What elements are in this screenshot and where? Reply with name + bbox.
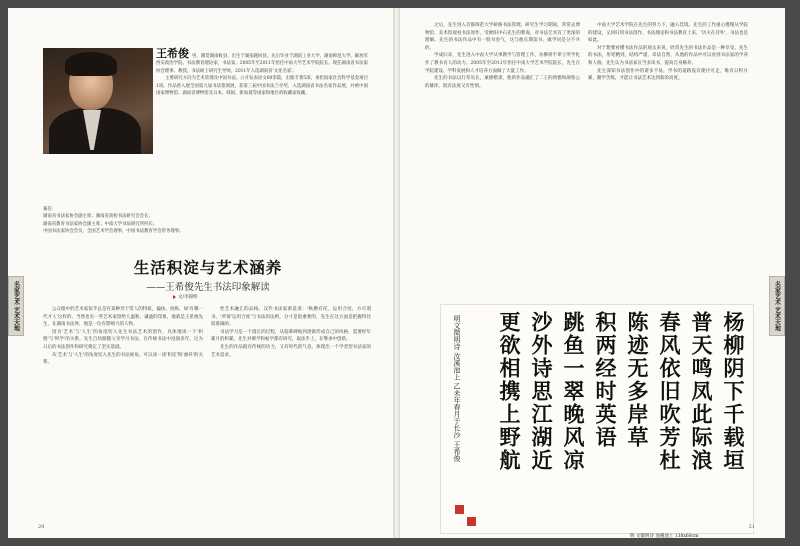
side-tab-label: 名家艺术 艺术天地 <box>773 280 781 332</box>
red-seal-icon <box>467 517 476 526</box>
portrait-hair <box>65 52 117 76</box>
side-tab-label: 名家艺术 艺术天地 <box>12 280 20 332</box>
paragraph: 先生的书法以行草见长，兼擅楷隶，他的作品融汇了二王的典雅和颜鲁公的雄浑，既有法度又有性情。 <box>425 76 580 89</box>
article-author <box>173 294 198 300</box>
right-page <box>400 8 785 538</box>
paragraph: 中南大学艺术学院在先生的努力下，融入佳境。先生的工作重心慢慢从学院的建设，又回归到书法创作、书法理论和书法教育上来，'功夫在诗外'，书法也是如此。 <box>588 23 748 44</box>
bio-position-line: 湖南省教育书法家协会副主席；中南大学书法研究所所长； <box>43 221 158 227</box>
left-body-column-1 <box>43 306 203 367</box>
paragraph: 性艺术融汇的品格。汉代书法家蔡邕说：'纵横有托，运用合度，方可谓书。'所谓'运用合度'与书法的法则，分寸是很重要的，先生在这方面是把握得比较准确的。 <box>211 307 371 328</box>
right-side-tab <box>769 276 785 336</box>
calligraphy-column: 普天鸣凤此际浪 <box>689 311 714 472</box>
paragraph: 学成归来，先生进入中南大学从事教学与管理工作，仿佛将半辈子所学化作了教书育人的动力。2005年至2011年担任中南大学艺术学院院长，先生在学院建设、学科发展和人才培养方面做了大量工作。 <box>425 53 580 74</box>
paragraph: 公众眼中的艺术家似乎总是有某种异于常人的特质，偏执、放纵，如'有哪一代才人'这样的，当然也有一些艺术家留给人温和、谦逊的印象，他就是王希俊先生，在湖南书法界，他是一位有影响力的人物。 <box>43 307 203 328</box>
bio-position-line: 中国书法家协会会员，全国艺术学会理事，中国书法教育学会常务理事。 <box>43 229 184 235</box>
calligraphy-column: 更欲相携上野航 <box>497 311 522 472</box>
calligraphy-inscription: 明文徵明诗 汝溪池上 乙未年春月于长沙 王希俊 <box>453 315 461 462</box>
article-subtitle: ——王希俊先生书法印象解读 <box>146 282 270 293</box>
bio-positions-label: 兼任： <box>43 207 57 212</box>
left-page <box>8 8 393 538</box>
red-seal-icon <box>455 505 464 514</box>
left-body-column-2 <box>211 306 371 359</box>
author-name: 文/李锦明 <box>178 295 198 300</box>
author-portrait-photo <box>43 48 153 154</box>
page-gutter <box>393 8 400 538</box>
calligraphy-column: 杨柳阴下千载垣 <box>721 311 746 472</box>
paragraph: 先生深知书法创作中的诸多不易，学书的道路没有捷径可走，唯有日积月累、勤学苦练，才能让书法艺术达到新的高度。 <box>588 68 748 82</box>
paragraph: 从'艺术'与'人生'的角度切入先生的书法视角，可以谈一谈'积淀'和'涵养'的关系。 <box>43 352 203 366</box>
calligraphy-column: 春风依旧吹芳杜 <box>657 311 682 472</box>
bio-position-line: 湖南省书法家协会副主席；湖南省高校书法研究会会长； <box>43 214 153 220</box>
page-number: 29 <box>38 524 45 530</box>
calligraphy-column: 跳鱼一翠晚风凉 <box>561 311 586 472</box>
author-marker-icon <box>173 295 176 299</box>
right-body-column-1 <box>425 22 580 90</box>
article-title: 生活积淀与艺术涵养 <box>133 258 283 277</box>
bio-intro: 男，籍贯湖南攸县，出生于湖南隆回县。先后毕业于湖南工业大学、湖南师范大学、解放军西安政治学院。书法教育理论家，书法家，2005年至2011年担任中南大学艺术学院院长。现任湖南省书法家协会理事、教授、书法硕士研究生导师，2011年入选湖南省'文化名家'。 <box>156 54 368 74</box>
paragraph: 对于想要看懂书法作品的观众来说，欣赏先生的书法作品是一种享受。先生的书法，用笔精到，结构严谨，章法自然，从他的作品中可以看到书法家的学养和人格。先生认为书法家应当多读书，提高自身修养。 <box>588 45 748 66</box>
paragraph: 先生的作品既有传统的功力，又有时代的气息，体现出一个学者型书法家的艺术追求。 <box>211 344 371 358</box>
left-side-tab <box>8 276 24 336</box>
artwork-caption: 明 文徵明诗 池溪池上 138x68cm <box>630 534 699 538</box>
calligraphy-column: 沙外诗思江湖近 <box>529 311 554 472</box>
calligraphy-artwork <box>440 304 754 534</box>
page-number: 21 <box>748 524 755 530</box>
paragraph: 书法学习是一个漫长的过程，从临摹碑帖到逐渐形成自己的风格，需要经年累月的积累。先生对碑学和帖学都有研究，取法乎上，在继承中创新。 <box>211 329 371 343</box>
bio-positions <box>43 206 368 236</box>
calligraphy-column: 陈迹无多岸草 <box>625 311 650 449</box>
right-body-column-2 <box>588 22 748 83</box>
calligraphy-column: 积两经时英语 <box>593 311 618 449</box>
bio-details: 主要研究方向为艺术管理及中国书法。公开发表论文60余篇，出版专著5部，承担国家社会科学基金项目1项。作品曾入展全国第九届书法篆刻展，获第三届中国书法兰亭奖，入选湖南省书法名家作品展，并被中国国家博物馆、湖南省博物馆及日本、韩国、新加坡等国家和地区的收藏家收藏。 <box>156 76 368 97</box>
bio-name: 王希俊 <box>156 47 190 60</box>
paragraph: 因为'艺术'与'人生'的角度切入先生书法艺术的创作，具体地谈一下'积德'与'积学'的关系。先生自幼跟随父亲学习书法，在传统书法中浸润多年，这为日后的书法创作和研究奠定了坚实基础。 <box>43 329 203 350</box>
paragraph: 之后，先生进入首都师范大学研修书法管理，研究生学习期间，常常去博物馆、美术馆观看书法原作，受欧阳中石先生的教诲，对书法艺术有了更深的理解。先生的书法作品中有一股书卷气，这与他长期读书、做学问是分不开的。 <box>425 23 580 51</box>
bio-block <box>156 47 368 97</box>
